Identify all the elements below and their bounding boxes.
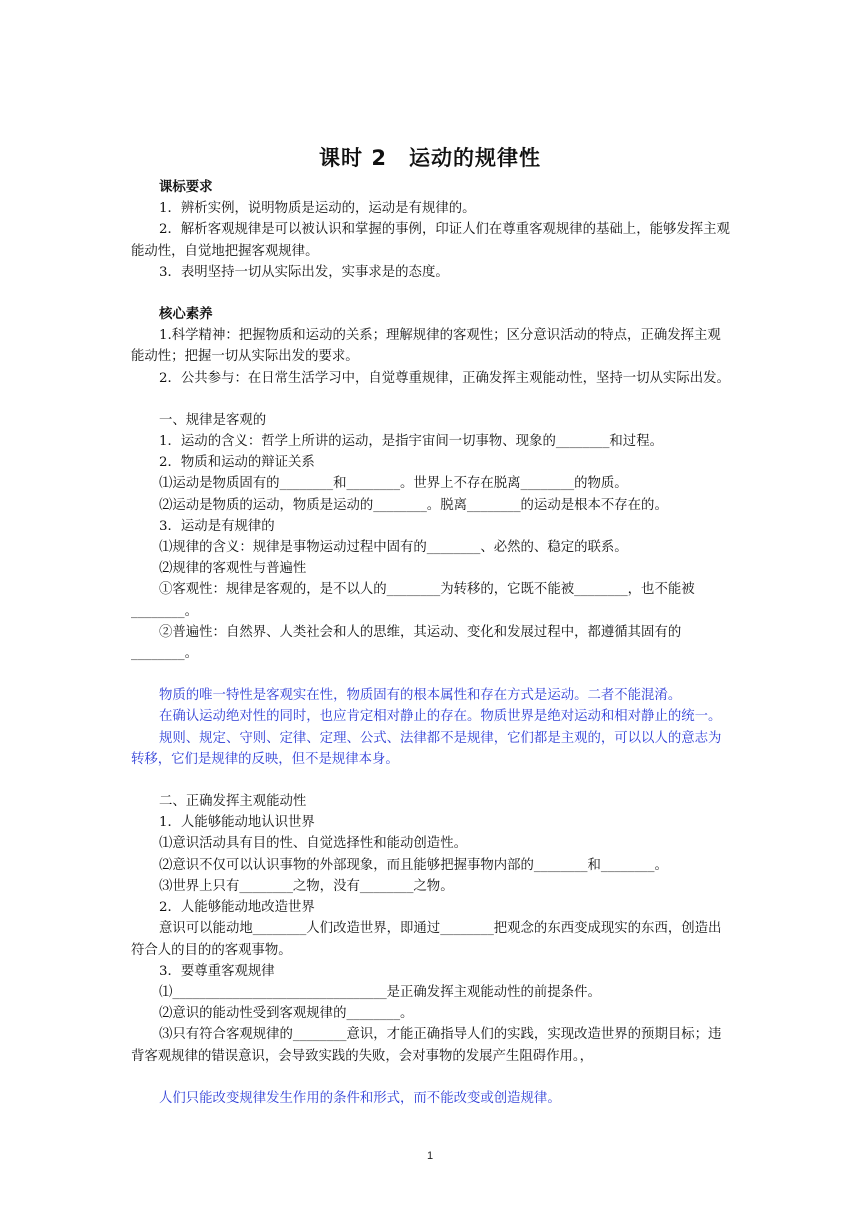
kbyq-item-1: 1．辨析实例，说明物质是运动的，运动是有规律的。	[159, 201, 476, 217]
part1-line: ①客观性：规律是客观的，是不以人的________为转移的，它既不能被________，也不能被________。	[131, 582, 695, 619]
note-paragraph: 人们只能改变规律发生作用的条件和形式，而不能改变或创造规律。	[159, 1090, 561, 1106]
part2-line: ⑶世界上只有________之物，没有________之物。	[159, 878, 454, 894]
part1-line: ②普遍性：自然界、人类社会和人的思维，其运动、变化和发展过程中，都遵循其固有的________。	[131, 624, 682, 662]
document-body	[131, 177, 731, 1109]
part2-line: ⑶只有符合客观规律的________意识，才能正确指导人们的实践，实现改造世界的预期目标；违背客观规律的错误意识，会导致实践的失败，会对事物的发展产生阻碍作用。，	[131, 1027, 722, 1064]
part2-heading: 二、正确发挥主观能动性	[159, 794, 307, 810]
part1-line: ⑴运动是物质固有的________和________。世界上不存在脱离________的物质。	[159, 476, 628, 492]
note-paragraph: 在确认运动绝对性的同时，也应肯定相对静止的存在。物质世界是绝对运动和相对静止的统一。	[159, 709, 722, 725]
part2-line: ⑵意识不仅可以认识事物的外部现象，而且能够把握事物内部的________和________。	[159, 857, 668, 873]
part1-line: 1．运动的含义：哲学上所讲的运动，是指宇宙间一切事物、现象的________和过程。	[159, 434, 663, 450]
part2-line: 3．要尊重客观规律	[159, 963, 275, 979]
kbyq-item-3: 3．表明坚持一切从实际出发，实事求是的态度。	[159, 264, 449, 280]
part2-line: ⑵意识的能动性受到客观规律的________。	[159, 1006, 414, 1022]
note-paragraph: 规则、规定、守则、定律、定理、公式、法律都不是规律，它们都是主观的，可以以人的意志为转移，它们是规律的反映，但不是规律本身。	[131, 730, 722, 767]
part2-line: 意识可以能动地________人们改造世界，即通过________把观念的东西变成现实的东西，创造出符合人的目的的客观事物。	[131, 921, 722, 958]
hxsy-item-2: 2．公共参与：在日常生活学习中，自觉尊重规律，正确发挥主观能动性，坚持一切从实际出发。	[159, 370, 730, 386]
section-heading-hxsy: 核心素养	[159, 307, 213, 323]
part1-line: 2．物质和运动的辩证关系	[159, 455, 315, 471]
hxsy-item-1: 1.科学精神：把握物质和运动的关系；理解规律的客观性；区分意识活动的特点，正确发挥主观能动性；把握一切从实际出发的要求。	[131, 328, 721, 365]
part1-heading: 一、规律是客观的	[159, 412, 267, 428]
part2-line: 1．人能够能动地认识世界	[159, 815, 315, 831]
page-title: 课时 2 运动的规律性	[319, 146, 541, 170]
section-heading-kbyq: 课标要求	[159, 180, 213, 195]
part1-line: ⑵运动是物质的运动，物质是运动的________。脱离________的运动是根本不存在的。	[159, 497, 668, 513]
part1-line: ⑵规律的客观性与普遍性	[159, 561, 307, 577]
part2-line: ⑴________________________________是正确发挥主观能动性的前提条件。	[159, 984, 601, 1000]
note-paragraph: 物质的唯一特性是客观实在性，物质固有的根本属性和存在方式是运动。二者不能混淆。	[159, 688, 682, 704]
part2-line: 2．人能够能动地改造世界	[159, 900, 315, 916]
part2-line: ⑴意识活动具有目的性、自觉选择性和能动创造性。	[159, 836, 467, 852]
kbyq-item-2: 2．解析客观规律是可以被认识和掌握的事例，印证人们在尊重客观规律的基础上，能够发挥主观能动性，自觉地把握客观规律。	[131, 222, 730, 259]
part1-line: 3．运动是有规律的	[159, 518, 275, 534]
part1-line: ⑴规律的含义：规律是事物运动过程中固有的________、必然的、稳定的联系。	[159, 540, 628, 556]
page-number: 1	[426, 1150, 434, 1162]
